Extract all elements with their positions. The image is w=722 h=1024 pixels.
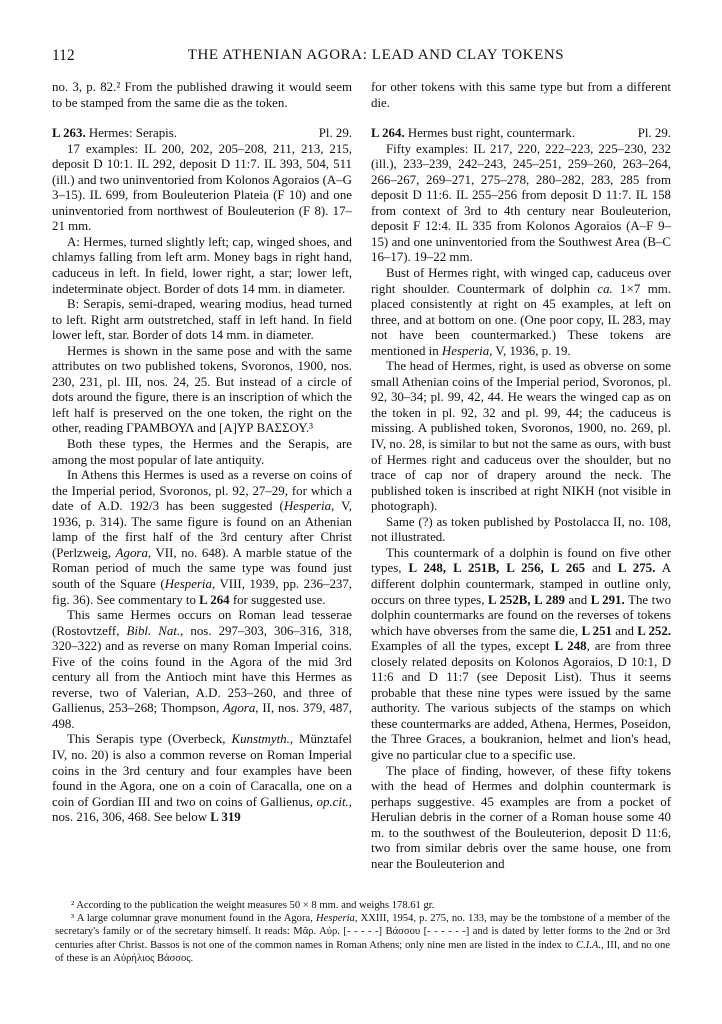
- left-column: [52, 80, 352, 826]
- paragraph-hermes-shown: Hermes is shown in the same pose and with the same attributes on two published tokens, Svoronos, 1900, nos. 230, 231, pl. III, nos. 24, 25. But instead of a circle of dots around the figure, there is an inscription of which the left half is preserved on the one token, the right on the other, reading ΓΡΑΜΒΟΥΛ and [Α]ΥΡ ΒΑΣΣΟΥ.³: [52, 343, 352, 436]
- footnote-2: ² According to the publication the weight measures 50 × 8 mm. and weighs 178.61 gr.: [71, 900, 435, 911]
- paragraph-examples-l264: Fifty examples: IL 217, 220, 222–223, 225–230, 232 (ill.), 233–239, 242–243, 245–251, 259–260, 263–264, 266–267, 269–271, 275–278, 280–282, 283, 285 from deposit D 11:6. IL 255–256 from deposit D 11:7. IL 158 from context of 3rd to 4th century near Bouleuterion, deposit F 12:4. IL 335 from Kolonos Agoraios (A–F 9–15) and one uninventoried from the Southwest Area (B–C 16–17). 19–22 mm.: [371, 141, 671, 265]
- plate-ref-l264: Pl. 29.: [637, 126, 671, 141]
- paragraph-bust-hermes: Bust of Hermes right, with winged cap, caduceus over right shoulder. Countermark of dolphin ca. 1×7 mm. placed consistently at right on 45 examples, at left on three, and at bottom on one. (One poor copy, IL 283, may not have been countermarked.) These tokens are mentioned in Hesperia, V, 1936, p. 19.: [371, 266, 671, 358]
- paragraph-serapis-type: This Serapis type (Overbeck, Kunstmyth., Münztafel IV, no. 20) is also a common reverse on Roman Imperial coins in the 3rd century and four examples have been found in the Agora, one on a coin of Caracalla, one on a coin of Gordian III and two on coins of Gallienus, op.cit., nos. 216, 306, 468. See below L 319: [52, 732, 352, 825]
- entry-id-l264: L 264.: [371, 126, 405, 141]
- paragraph-head-hermes: The head of Hermes, right, is used as obverse on some small Athenian coins of the Imperial period, Svoronos, pl. 92, 30–34; pl. 99, 42, 44. He wears the winged cap as on the token in pl. 92, 32 and pl. 99, 44; the caduceus is missing. A published token, Svoronos, 1900, no. 269, pl. IV, no. 28, is similar to but not the same as ours, with bust of Hermes right and caduceus over the shoulder, but no trace of cap nor of drapery around the neck. The published token is inscribed at right ΝΙΚΗ (not visible in photograph).: [371, 359, 671, 514]
- footnotes: [55, 899, 670, 965]
- paragraph-obverse-a: A: Hermes, turned slightly left; cap, winged shoes, and chlamys falling from left arm. Money bags in right hand, caduceus in left. In field, lower right, a star; lower left, indeterminate object. Border of dots 14 mm. in diameter.: [52, 234, 352, 296]
- plate-ref-l263: Pl. 29.: [318, 126, 352, 141]
- paragraph-reverse-b: B: Serapis, semi-draped, wearing modius, head turned to left. Right arm outstretched, staff in left hand. In field lower left, star. Border of dots 14 mm. in diameter.: [52, 297, 352, 343]
- paragraph-both-types: Both these types, the Hermes and the Serapis, are among the most popular of late antiquity.: [52, 437, 352, 467]
- entry-heading-l264: [371, 126, 671, 142]
- paragraph-examples-l263: 17 examples: IL 200, 202, 205–208, 211, 213, 215, deposit D 10:1. IL 292, deposit D 11:7. IL 393, 504, 511 (ill.) and two uninventoried from Kolonos Agoraios (A–G 3–15). IL 699, from Bouleuterion Plateia (F 10) and one uninventoried from northwest of Bouleuterion (F 8). 17–21 mm.: [52, 141, 352, 234]
- running-title: THE ATHENIAN AGORA: LEAD AND CLAY TOKENS: [187, 47, 565, 63]
- paragraph-place-of-finding: The place of finding, however, of these fifty tokens with the head of Hermes and dolphin countermark is perhaps suggestive. 45 examples are from a pocket of Herulian debris in the corner of a Roman house some 40 m. to the southwest of the Bouleuterion, deposit D 11:6, two from similar debris over the same house, one from near the Bouleuterion and: [371, 763, 671, 871]
- entry-title-l264: Hermes bust right, countermark.: [404, 126, 576, 141]
- footnote-3: ³ A large columnar grave monument found in the Agora, Hesperia, XXIII, 1954, p. 275, no. 133, may be the tombstone of a member of the secretary's family or of the secretary himself. It reads: Μᾶρ. Αὐρ. [- - - - -] Βάσσου [- - - - - -] and is dated by letter forms to the 2nd or 3rd centuries after Christ. Bassos is not one of the common names in Roman Athens; only nine men are listed in the index to C.I.A., III, and no one of these is an Αὐρήλιος Βάσσος.: [55, 913, 670, 964]
- paragraph-postolacca: Same (?) as token published by Postolacca II, no. 108, not illustrated.: [371, 514, 671, 545]
- paragraph-intro: no. 3, p. 82.² From the published drawing it would seem to be stamped from the same die as the token.: [52, 80, 352, 110]
- page-number: 112: [52, 47, 75, 64]
- paragraph-lead-tesserae: This same Hermes occurs on Roman lead tesserae (Rostovtzeff, Bibl. Nat., nos. 297–303, 306–316, 318, 320–322) and as reverse on many Roman Imperial coins. Five of the coins found in the Agora of the mid 3rd century all from the Antioch mint have this Hermes as reverse, two of Valerian, A.D. 253–260, and three of Gallienus, 253–268; Thompson, Agora, II, nos. 379, 487, 498.: [52, 608, 352, 731]
- entry-heading-l263: [52, 126, 352, 142]
- paragraph-dolphin-countermark: This countermark of a dolphin is found on five other types, L 248, L 251B, L 256, L 265 and L 275. A different dolphin countermark, stamped in outline only, occurs on three types, L 252B, L 289 and L 291. The two dolphin countermarks are found on the reverses of tokens which have obverses from the same die, L 251 and L 252. Examples of all the types, except L 248, are from three closely related deposits on Kolonos Agoraios, D 10:1, D 11:6 and D 11:7 (see Deposit List). Thus it seems probable that these nine types were issued by the same authority. The various subjects of the stamps on which these countermarks are added, Athena, Hermes, Poseidon, the Three Graces, a boukranion, helmet and lion's head, give no particular clue to a specific use.: [371, 545, 672, 762]
- paragraph-athens: In Athens this Hermes is used as a reverse on coins of the Imperial period, Svoronos, pl. 92, 27–29, for which a date of A.D. 192/3 has been suggested (Hesperia, V, 1936, p. 314). The same figure is found on an Athenian lamp of the first half of the 3rd century after Christ (Perlzweig, Agora, VII, no. 648). A marble statue of the Roman period of much the same type was found just south of the Square (Hesperia, VIII, 1939, pp. 236–237, fig. 36). See commentary to L 264 for suggested use.: [52, 468, 353, 607]
- right-column: [371, 80, 671, 872]
- entry-id-l263: L 263.: [52, 126, 86, 141]
- paragraph-continued: for other tokens with this same type but from a different die.: [371, 80, 671, 110]
- page-header: [52, 47, 670, 69]
- entry-title-l263: Hermes: Serapis.: [85, 126, 177, 141]
